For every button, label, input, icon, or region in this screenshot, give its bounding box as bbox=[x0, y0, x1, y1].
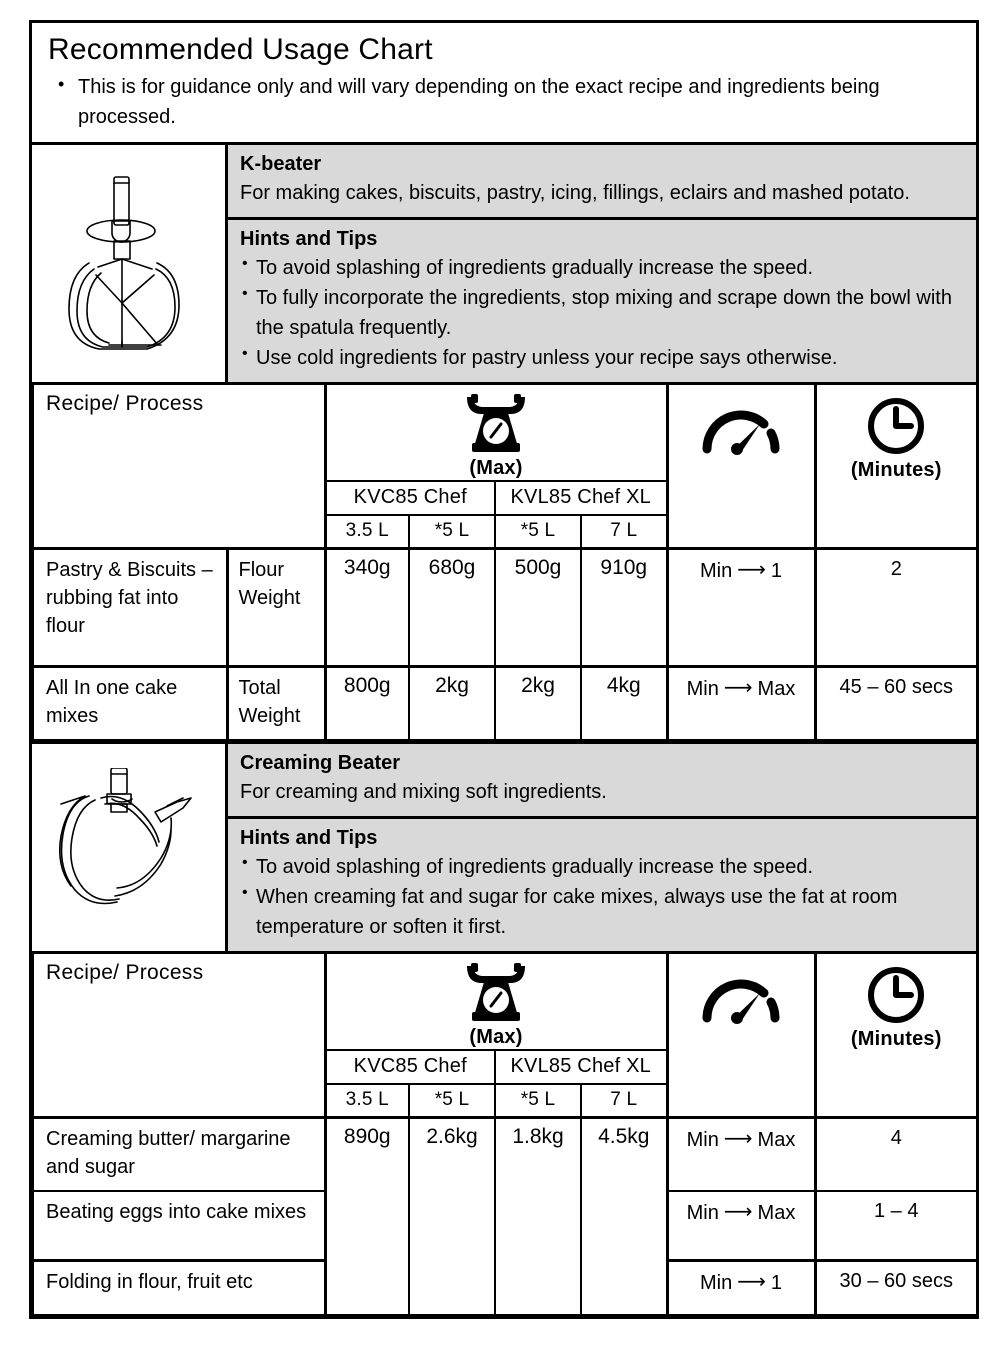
hint-item: • When creaming fat and sugar for cake mixes, always use the fat at room temperature or soften it first. bbox=[240, 882, 964, 942]
arrow-icon: ⟶ bbox=[737, 558, 766, 581]
weight-caption: (Max) bbox=[469, 456, 523, 479]
weight-value: 500g bbox=[495, 548, 581, 666]
speed-value bbox=[667, 1191, 815, 1261]
arrow-icon: ⟶ bbox=[723, 676, 753, 699]
tool-name: Creaming Beater bbox=[240, 752, 401, 774]
speed-value bbox=[667, 1261, 815, 1315]
tool-band-k-beater bbox=[32, 142, 976, 382]
creaming-beater-description-segment bbox=[228, 744, 976, 816]
k-beater-hints-segment bbox=[228, 217, 976, 382]
weight-value: 4kg bbox=[581, 666, 667, 740]
weight-value: 2kg bbox=[495, 666, 581, 740]
guidance-note: • This is for guidance only and will vary depending on the exact recipe and ingredients being processed. bbox=[48, 72, 962, 132]
speed-value bbox=[667, 1118, 815, 1191]
speed-header-cell bbox=[667, 953, 815, 1118]
creaming-beater-illustration-cell bbox=[32, 744, 228, 951]
time-caption: (Minutes) bbox=[850, 458, 942, 481]
bowl-size-header: 7 L bbox=[581, 1084, 667, 1118]
weight-value: 2kg bbox=[409, 666, 495, 740]
weight-caption: (Max) bbox=[469, 1026, 523, 1048]
weight-value: 890g bbox=[325, 1118, 409, 1315]
model-header: KVC85 Chef bbox=[325, 1050, 495, 1084]
speed-to: Max bbox=[757, 1129, 796, 1151]
table-row bbox=[33, 666, 977, 740]
bowl-size-header: 3.5 L bbox=[325, 515, 409, 549]
tool-description: For making cakes, biscuits, pastry, icing, fillings, eclairs and mashed potato. bbox=[240, 181, 910, 204]
speed-to: 1 bbox=[770, 1272, 783, 1295]
k-beater-description-segment bbox=[228, 145, 976, 217]
speed-value bbox=[667, 548, 815, 666]
hint-item: • To avoid splashing of ingredients gradually increase the speed. bbox=[240, 253, 964, 283]
table-row bbox=[33, 1118, 977, 1191]
k-beater-illustration bbox=[54, 163, 204, 363]
arrow-icon: ⟶ bbox=[737, 1271, 766, 1294]
speedometer-icon bbox=[698, 399, 784, 455]
weight-value: 910g bbox=[581, 548, 667, 666]
weight-header-cell bbox=[325, 383, 667, 481]
clock-icon bbox=[865, 395, 927, 457]
weight-header-cell bbox=[325, 953, 667, 1051]
bowl-size-header: 3.5 L bbox=[325, 1084, 409, 1118]
creaming-beater-hints-segment bbox=[228, 816, 976, 951]
bowl-size-header: 7 L bbox=[581, 515, 667, 549]
hint-item: • Use cold ingredients for pastry unless your recipe says otherwise. bbox=[240, 343, 964, 373]
guidance-note-list bbox=[48, 72, 962, 132]
recipe-name: Pastry & Biscuits – rubbing fat into flour bbox=[33, 548, 227, 666]
hints-list bbox=[240, 253, 964, 373]
creaming-beater-info bbox=[228, 744, 976, 951]
arrow-icon: ⟶ bbox=[723, 1200, 753, 1223]
usage-table-creaming-beater bbox=[32, 951, 978, 1316]
page-title: Recommended Usage Chart bbox=[48, 33, 433, 66]
time-header-cell bbox=[815, 953, 977, 1118]
k-beater-info bbox=[228, 145, 976, 382]
speed-header-cell bbox=[667, 383, 815, 548]
recipe-process-header: Recipe/ Process bbox=[33, 953, 325, 1118]
recipe-name: Creaming butter/ margarine and sugar bbox=[33, 1118, 325, 1191]
time-value: 1 – 4 bbox=[815, 1191, 977, 1261]
tool-description: For creaming and mixing soft ingredients. bbox=[240, 781, 607, 803]
bowl-size-header: *5 L bbox=[409, 515, 495, 549]
recipe-name: Beating eggs into cake mixes bbox=[33, 1191, 325, 1261]
speed-value bbox=[667, 666, 815, 740]
intro-block bbox=[32, 23, 976, 142]
weight-value: 680g bbox=[409, 548, 495, 666]
speed-to: 1 bbox=[770, 559, 783, 582]
weight-value: 2.6kg bbox=[409, 1118, 495, 1315]
weight-value: 1.8kg bbox=[495, 1118, 581, 1315]
hint-item: • To avoid splashing of ingredients gradually increase the speed. bbox=[240, 852, 964, 882]
speed-to: Max bbox=[757, 677, 796, 700]
bowl-size-header: *5 L bbox=[409, 1084, 495, 1118]
usage-chart-frame bbox=[29, 20, 979, 1319]
time-value: 30 – 60 secs bbox=[815, 1261, 977, 1315]
table-row bbox=[33, 548, 977, 666]
hints-title: Hints and Tips bbox=[240, 827, 378, 849]
bowl-size-header: *5 L bbox=[495, 515, 581, 549]
speed-from: Min bbox=[686, 1129, 719, 1151]
model-header: KVL85 Chef XL bbox=[495, 1050, 667, 1084]
recipe-name: All In one cake mixes bbox=[33, 666, 227, 740]
table-header-row-top bbox=[33, 383, 977, 481]
recipe-process-header: Recipe/ Process bbox=[33, 383, 325, 548]
arrow-icon: ⟶ bbox=[723, 1128, 753, 1150]
weight-value: 800g bbox=[325, 666, 409, 740]
usage-table-k-beater bbox=[32, 382, 978, 742]
clock-icon bbox=[865, 964, 927, 1026]
hints-list bbox=[240, 852, 964, 942]
k-beater-illustration-cell bbox=[32, 145, 228, 382]
bowl-size-header: *5 L bbox=[495, 1084, 581, 1118]
speed-to: Max bbox=[757, 1201, 796, 1224]
speed-from: Min bbox=[699, 1272, 733, 1295]
weight-value: 4.5kg bbox=[581, 1118, 667, 1315]
hint-item: • To fully incorporate the ingredients, stop mixing and scrape down the bowl with the spatula frequently. bbox=[240, 283, 964, 343]
time-value: 45 – 60 secs bbox=[815, 666, 977, 740]
time-caption: (Minutes) bbox=[850, 1028, 942, 1050]
tool-band-creaming-beater bbox=[32, 741, 976, 951]
table-header-row-top bbox=[33, 953, 977, 1051]
tool-name: K-beater bbox=[240, 152, 322, 175]
scale-icon bbox=[460, 393, 532, 455]
measure-type: Total Weight bbox=[227, 666, 325, 740]
measure-type: Flour Weight bbox=[227, 548, 325, 666]
speedometer-icon bbox=[698, 968, 784, 1024]
recipe-name: Folding in flour, fruit etc bbox=[33, 1261, 325, 1315]
time-value: 2 bbox=[815, 548, 977, 666]
scale-icon bbox=[460, 962, 532, 1024]
weight-value: 340g bbox=[325, 548, 409, 666]
speed-from: Min bbox=[686, 1201, 719, 1224]
speed-from: Min bbox=[699, 559, 733, 582]
hints-title: Hints and Tips bbox=[240, 227, 378, 250]
time-header-cell bbox=[815, 383, 977, 548]
creaming-beater-illustration bbox=[49, 768, 209, 928]
time-value: 4 bbox=[815, 1118, 977, 1191]
speed-from: Min bbox=[686, 677, 719, 700]
model-header: KVC85 Chef bbox=[325, 481, 495, 515]
model-header: KVL85 Chef XL bbox=[495, 481, 667, 515]
